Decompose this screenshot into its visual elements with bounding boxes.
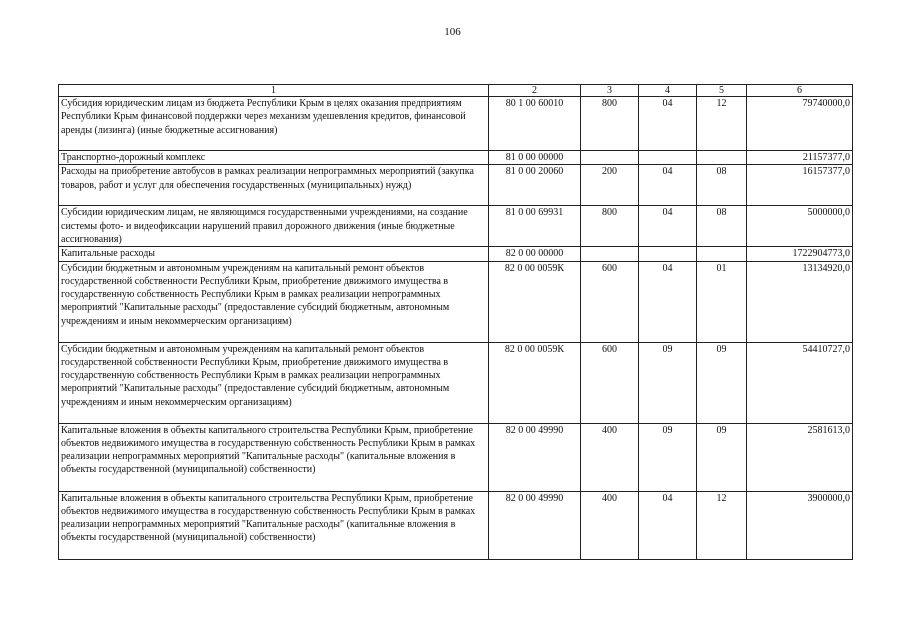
row-subsection: 09 xyxy=(697,423,747,491)
row-target-code: 80 1 00 60010 xyxy=(489,97,581,151)
row-name: Субсидии бюджетным и автономным учреждениям на капитальный ремонт объектов государственной собственности Республики Крым, приобретение движимого имущества в государственную собственность Республики Крым в рамках реализации непрограммных мероприятий "Капитальные расходы" (предоставление субсидий бюджетным, автономным учреждениям и иным некоммерческим организациям) xyxy=(59,261,489,342)
row-target-code: 82 0 00 0059К xyxy=(489,342,581,423)
row-expense-type xyxy=(581,247,639,261)
row-amount: 5000000,0 xyxy=(747,206,853,247)
row-amount: 3900000,0 xyxy=(747,491,853,559)
table-row xyxy=(59,206,853,247)
row-target-code: 82 0 00 49990 xyxy=(489,423,581,491)
row-name: Транспортно-дорожный комплекс xyxy=(59,151,489,165)
row-section: 04 xyxy=(639,206,697,247)
table-row xyxy=(59,261,853,342)
column-header-expense-type: 3 xyxy=(581,85,639,97)
table-row xyxy=(59,491,853,559)
table-row xyxy=(59,423,853,491)
row-section: 04 xyxy=(639,97,697,151)
row-expense-type xyxy=(581,151,639,165)
row-name: Расходы на приобретение автобусов в рамках реализации непрограммных мероприятий (закупка товаров, работ и услуг для обеспечения государственных (муниципальных) нужд) xyxy=(59,165,489,206)
row-target-code: 82 0 00 0059К xyxy=(489,261,581,342)
row-amount: 13134920,0 xyxy=(747,261,853,342)
table-row xyxy=(59,247,853,261)
row-expense-type: 400 xyxy=(581,423,639,491)
row-amount: 16157377,0 xyxy=(747,165,853,206)
row-expense-type: 400 xyxy=(581,491,639,559)
column-header-section: 4 xyxy=(639,85,697,97)
row-subsection: 12 xyxy=(697,491,747,559)
column-header-amount: 6 xyxy=(747,85,853,97)
row-expense-type: 600 xyxy=(581,342,639,423)
row-subsection xyxy=(697,151,747,165)
row-name: Капитальные вложения в объекты капитального строительства Республики Крым, приобретение объектов недвижимого имущества в государственную собственность Республики Крым в рамках реализации непрограммных мероприятий "Капитальные расходы" (капитальные вложения в объекты государственной (муниципальной) собственности) xyxy=(59,423,489,491)
table-row xyxy=(59,165,853,206)
table-row xyxy=(59,151,853,165)
row-section: 04 xyxy=(639,165,697,206)
row-name: Субсидия юридическим лицам из бюджета Республики Крым в целях оказания предприятиям Республики Крым финансовой поддержки через механизм удешевления кредитов, финансовой аренды (лизинга) (иные бюджетные ассигнования) xyxy=(59,97,489,151)
row-target-code: 82 0 00 49990 xyxy=(489,491,581,559)
row-target-code: 81 0 00 69931 xyxy=(489,206,581,247)
budget-table xyxy=(58,84,853,560)
row-name: Субсидии юридическим лицам, не являющимся государственными учреждениями, на создание системы фото- и видеофиксации нарушений правил дорожного движения (иные бюджетные ассигнования) xyxy=(59,206,489,247)
table-row xyxy=(59,342,853,423)
table-row xyxy=(59,97,853,151)
row-section xyxy=(639,247,697,261)
row-expense-type: 800 xyxy=(581,206,639,247)
row-expense-type: 200 xyxy=(581,165,639,206)
row-section: 09 xyxy=(639,342,697,423)
row-expense-type: 600 xyxy=(581,261,639,342)
column-header-name: 1 xyxy=(59,85,489,97)
row-name: Капитальные вложения в объекты капитального строительства Республики Крым, приобретение объектов недвижимого имущества в государственную собственность Республики Крым в рамках реализации непрограммных мероприятий "Капитальные расходы" (капитальные вложения в объекты государственной (муниципальной) собственности) xyxy=(59,491,489,559)
row-section xyxy=(639,151,697,165)
row-amount: 21157377,0 xyxy=(747,151,853,165)
table-header-row xyxy=(59,85,853,97)
row-target-code: 81 0 00 20060 xyxy=(489,165,581,206)
row-target-code: 81 0 00 00000 xyxy=(489,151,581,165)
row-subsection: 08 xyxy=(697,165,747,206)
row-name: Капитальные расходы xyxy=(59,247,489,261)
row-section: 04 xyxy=(639,261,697,342)
page-number: 106 xyxy=(444,26,461,38)
row-amount: 1722904773,0 xyxy=(747,247,853,261)
column-header-subsection: 5 xyxy=(697,85,747,97)
row-section: 04 xyxy=(639,491,697,559)
row-name: Субсидии бюджетным и автономным учреждениям на капитальный ремонт объектов государственной собственности Республики Крым, приобретение движимого имущества в государственную собственность Республики Крым в рамках реализации непрограммных мероприятий "Капитальные расходы" (предоставление субсидий бюджетным, автономным учреждениям и иным некоммерческим организациям) xyxy=(59,342,489,423)
row-amount: 54410727,0 xyxy=(747,342,853,423)
row-section: 09 xyxy=(639,423,697,491)
row-subsection xyxy=(697,247,747,261)
row-expense-type: 800 xyxy=(581,97,639,151)
row-subsection: 01 xyxy=(697,261,747,342)
row-amount: 2581613,0 xyxy=(747,423,853,491)
row-subsection: 09 xyxy=(697,342,747,423)
row-amount: 79740000,0 xyxy=(747,97,853,151)
row-subsection: 08 xyxy=(697,206,747,247)
column-header-target-code: 2 xyxy=(489,85,581,97)
row-subsection: 12 xyxy=(697,97,747,151)
row-target-code: 82 0 00 00000 xyxy=(489,247,581,261)
